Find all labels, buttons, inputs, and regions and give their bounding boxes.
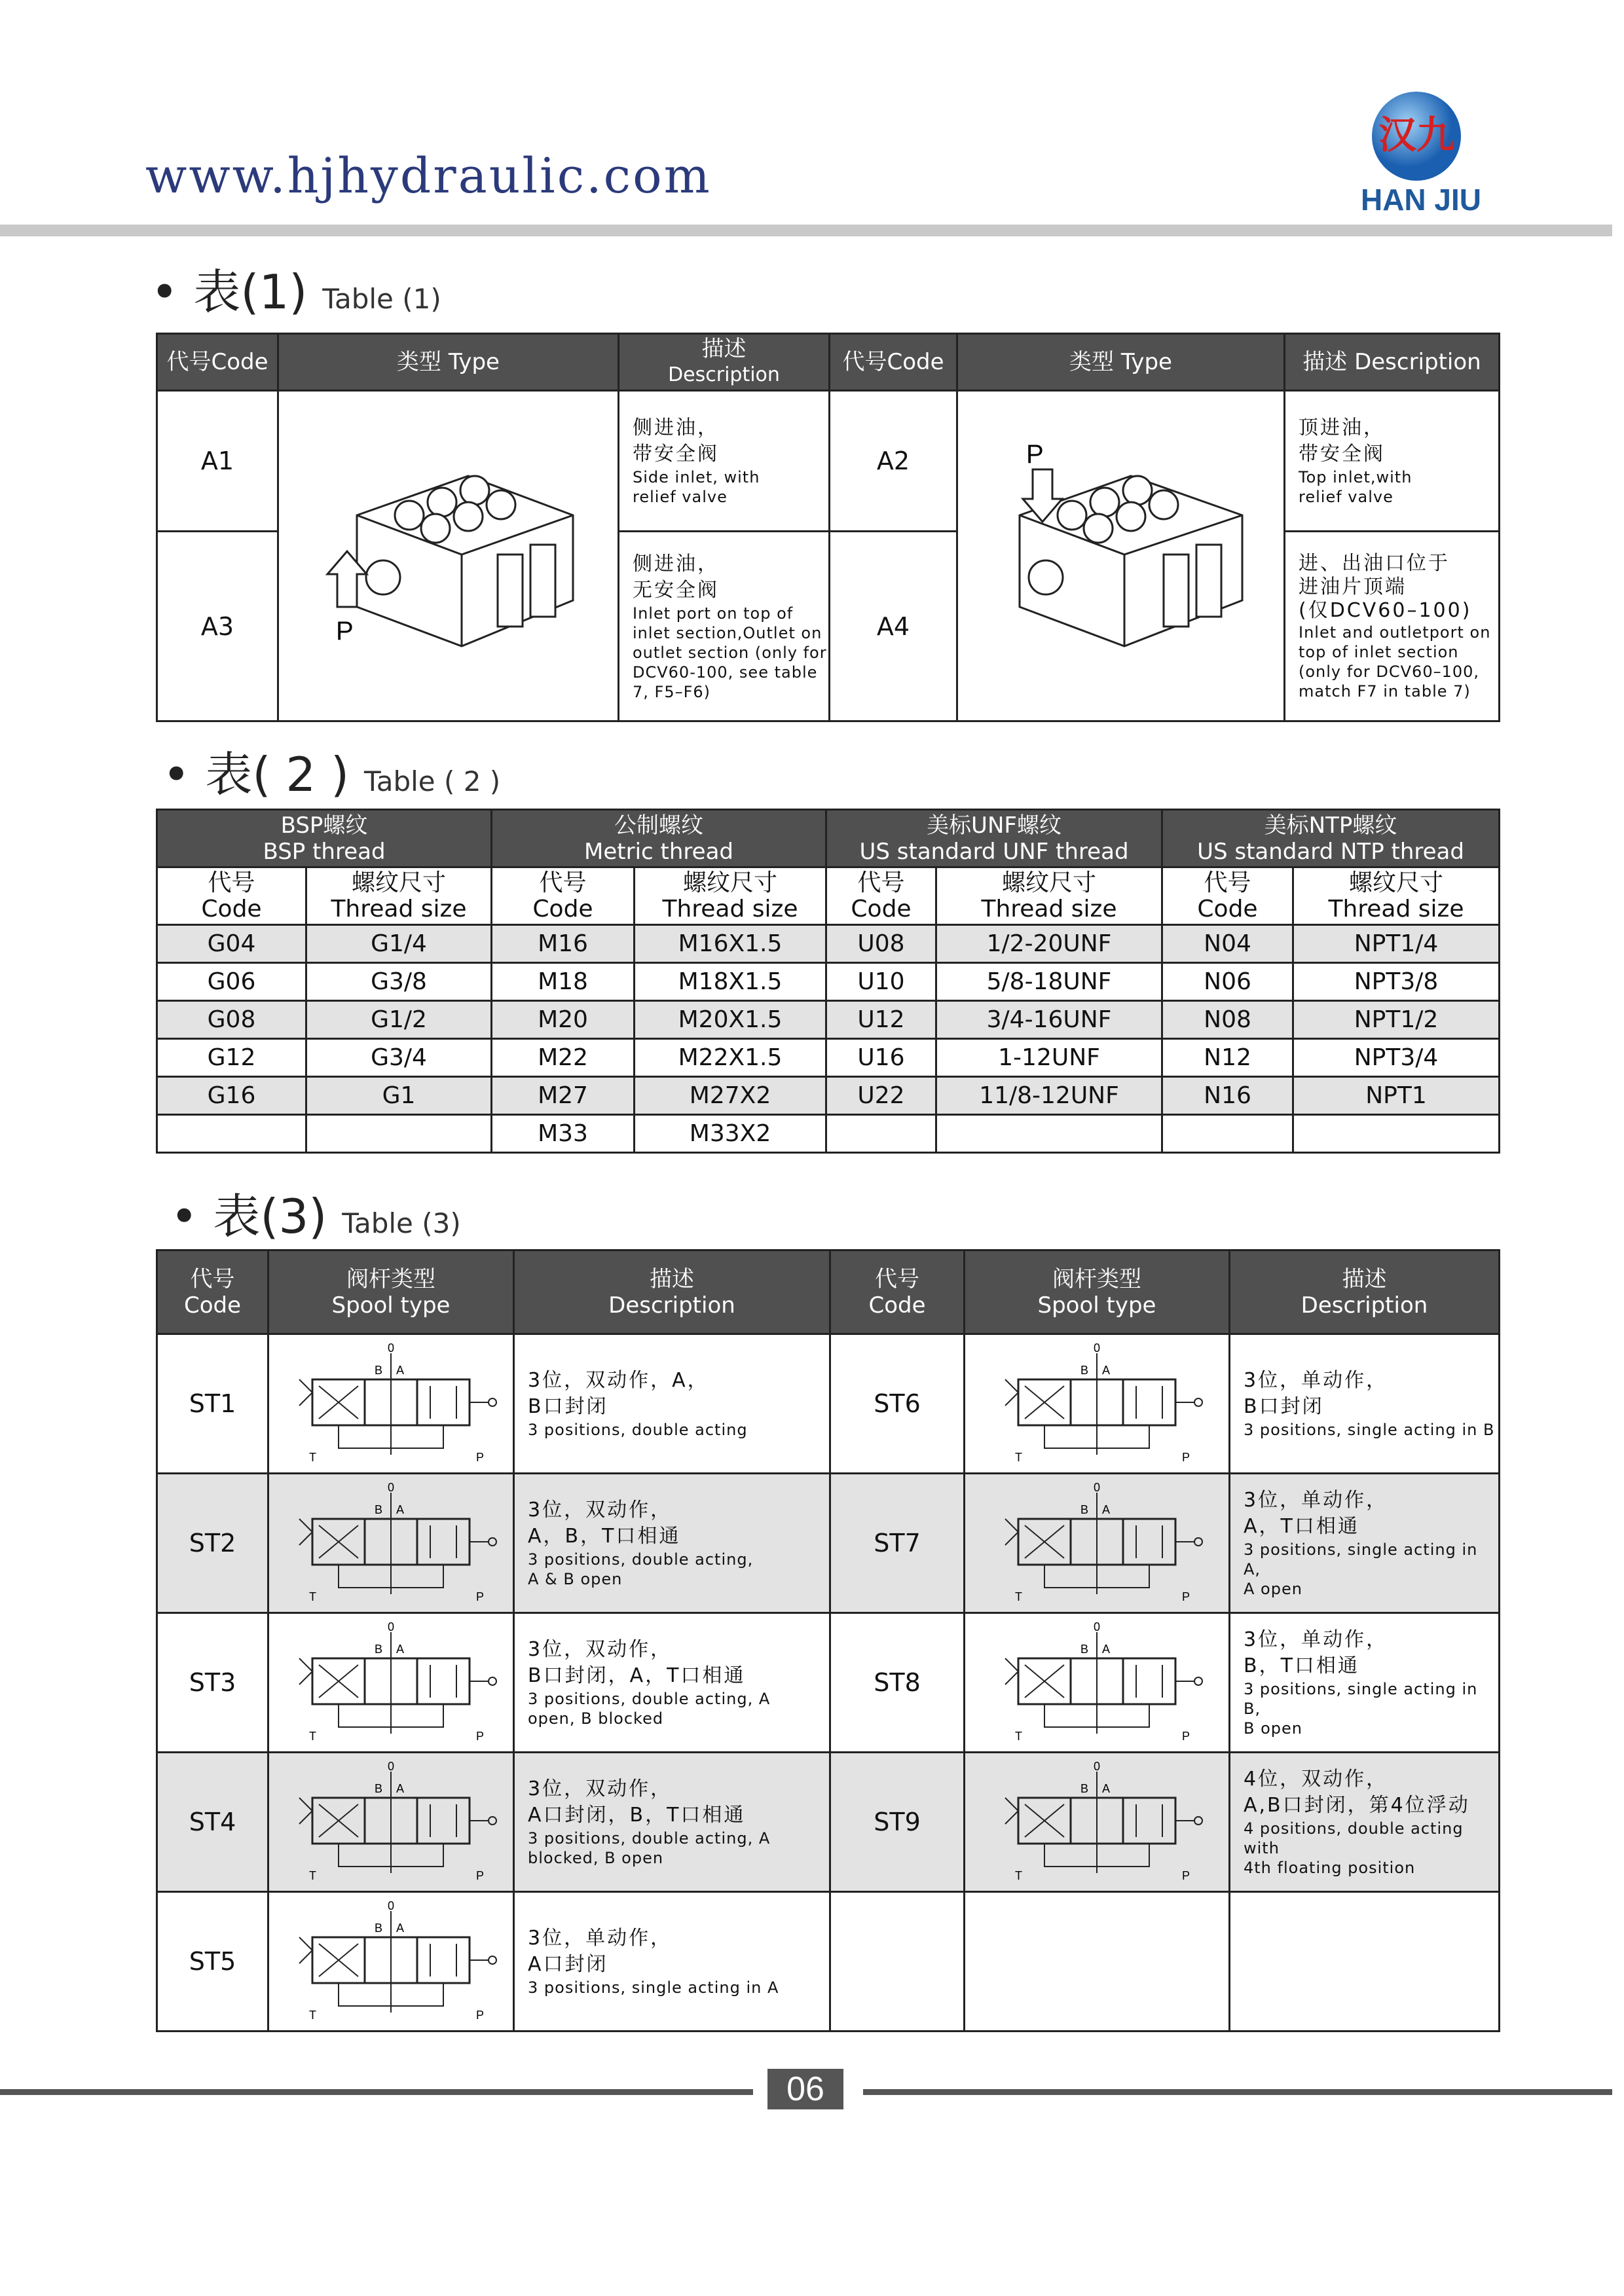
thread-cell: NPT3/8 bbox=[1293, 963, 1500, 1001]
code-a4: A4 bbox=[830, 532, 957, 721]
code-a1: A1 bbox=[157, 391, 278, 532]
table-row bbox=[157, 1077, 1500, 1115]
thread-cell: N04 bbox=[1162, 925, 1293, 963]
thread-cell: M22X1.5 bbox=[635, 1039, 826, 1077]
spool-symbol bbox=[280, 1898, 502, 2022]
thread-cell: N08 bbox=[1162, 1001, 1293, 1039]
spool-symbol bbox=[986, 1480, 1208, 1604]
thread-cell bbox=[306, 1115, 492, 1153]
section-title-2: • 表( 2 ) Table ( 2 ) bbox=[162, 747, 501, 802]
thread-cell bbox=[826, 1115, 936, 1153]
svg-text:T: T bbox=[309, 1869, 316, 1882]
t3-header: 描述 Description bbox=[514, 1250, 830, 1334]
spool-code: ST4 bbox=[157, 1753, 268, 1892]
thread-cell: G1 bbox=[306, 1077, 492, 1115]
t2-subheader: 螺纹尺寸 Thread size bbox=[1293, 867, 1500, 925]
table-row bbox=[157, 1001, 1500, 1039]
thread-cell: M18 bbox=[492, 963, 635, 1001]
header-divider bbox=[0, 225, 1612, 236]
svg-text:P: P bbox=[1025, 440, 1044, 469]
valve-image-side-inlet bbox=[278, 391, 619, 721]
brand-name: HAN JIU bbox=[1360, 183, 1482, 217]
t3-header: 代号 Code bbox=[157, 1250, 268, 1334]
thread-cell: 3/4-16UNF bbox=[936, 1001, 1162, 1039]
table-row bbox=[157, 1892, 1500, 2032]
table-row bbox=[157, 1613, 1500, 1753]
thread-cell: U16 bbox=[826, 1039, 936, 1077]
thread-cell: M33 bbox=[492, 1115, 635, 1153]
svg-text:A: A bbox=[396, 1782, 405, 1795]
col-desc-2: 描述 Description bbox=[1285, 334, 1500, 391]
col-type-2: 类型 Type bbox=[957, 334, 1285, 391]
spool-desc: 3位，单动作， B，T口相通 3 positions, single acting in B, B open bbox=[1230, 1613, 1500, 1753]
table-row bbox=[157, 1115, 1500, 1153]
thread-cell: N12 bbox=[1162, 1039, 1293, 1077]
svg-text:A: A bbox=[1102, 1643, 1111, 1656]
table-3 bbox=[156, 1249, 1500, 2032]
spool-code bbox=[830, 1892, 965, 2032]
desc-a3: 侧进油， 无安全阀 Inlet port on top of inlet section,Outlet on outlet section (only for DCV60-100, see table 7, F5–F6) bbox=[619, 532, 830, 721]
t2-subheader: 螺纹尺寸 Thread size bbox=[936, 867, 1162, 925]
svg-text:0: 0 bbox=[1094, 1341, 1101, 1355]
svg-text:P: P bbox=[476, 1869, 485, 1882]
spool-symbol bbox=[280, 1480, 502, 1604]
thread-cell: M22 bbox=[492, 1039, 635, 1077]
table-2 bbox=[156, 809, 1500, 1154]
svg-text:B: B bbox=[1080, 1364, 1089, 1377]
spool-symbol-cell bbox=[268, 1753, 514, 1892]
spool-code: ST3 bbox=[157, 1613, 268, 1753]
spool-code: ST7 bbox=[830, 1474, 965, 1613]
spool-symbol bbox=[986, 1619, 1208, 1743]
svg-text:A: A bbox=[396, 1503, 405, 1516]
page-number: 06 bbox=[767, 2069, 843, 2109]
svg-text:B: B bbox=[1080, 1782, 1089, 1795]
col-type: 类型 Type bbox=[278, 334, 619, 391]
svg-text:T: T bbox=[1015, 1590, 1022, 1603]
svg-text:P: P bbox=[476, 2009, 485, 2022]
svg-text:B: B bbox=[1080, 1503, 1089, 1516]
svg-text:汉九: 汉九 bbox=[1378, 113, 1455, 157]
table-row bbox=[157, 963, 1500, 1001]
section-title-3: • 表(3) Table (3) bbox=[170, 1189, 461, 1244]
svg-text:T: T bbox=[1015, 1451, 1022, 1464]
spool-symbol bbox=[986, 1758, 1208, 1883]
thread-cell: NPT1 bbox=[1293, 1077, 1500, 1115]
desc-a1: 侧进油， 带安全阀 Side inlet, with relief valve bbox=[619, 391, 830, 532]
section-title-1: • 表(1) Table (1) bbox=[151, 264, 441, 319]
svg-text:B: B bbox=[375, 1364, 383, 1377]
spool-symbol-cell bbox=[965, 1474, 1230, 1613]
spool-code: ST5 bbox=[157, 1892, 268, 2032]
t2-group-0: BSP螺纹 BSP thread bbox=[157, 810, 492, 867]
code-a3: A3 bbox=[157, 532, 278, 721]
thread-cell bbox=[1162, 1115, 1293, 1153]
spool-symbol-cell bbox=[268, 1474, 514, 1613]
t2-group-1: 公制螺纹 Metric thread bbox=[492, 810, 826, 867]
thread-cell: G3/4 bbox=[306, 1039, 492, 1077]
thread-cell: NPT1/4 bbox=[1293, 925, 1500, 963]
spool-code: ST8 bbox=[830, 1613, 965, 1753]
t2-subheader: 代号 Code bbox=[157, 867, 306, 925]
col-code: 代号Code bbox=[157, 334, 278, 391]
t3-header: 代号 Code bbox=[830, 1250, 965, 1334]
t2-subheader: 代号 Code bbox=[826, 867, 936, 925]
spool-symbol-cell bbox=[268, 1334, 514, 1474]
footer-line-right bbox=[863, 2089, 1612, 2095]
table-1 bbox=[156, 333, 1500, 722]
svg-text:P: P bbox=[1182, 1869, 1190, 1882]
svg-text:0: 0 bbox=[388, 1760, 395, 1773]
svg-text:A: A bbox=[1102, 1503, 1111, 1516]
svg-text:0: 0 bbox=[1094, 1760, 1101, 1773]
thread-cell: 1-12UNF bbox=[936, 1039, 1162, 1077]
thread-cell: 5/8-18UNF bbox=[936, 963, 1162, 1001]
svg-text:0: 0 bbox=[388, 1899, 395, 1912]
svg-text:0: 0 bbox=[388, 1481, 395, 1494]
t2-group-2: 美标UNF螺纹 US standard UNF thread bbox=[826, 810, 1162, 867]
spool-code: ST1 bbox=[157, 1334, 268, 1474]
spool-code: ST9 bbox=[830, 1753, 965, 1892]
spool-symbol bbox=[986, 1340, 1208, 1465]
spool-desc: 3位，双动作， A口封闭，B，T口相通 3 positions, double acting, A blocked, B open bbox=[514, 1753, 830, 1892]
spool-symbol-cell bbox=[965, 1613, 1230, 1753]
t3-header: 描述 Description bbox=[1230, 1250, 1500, 1334]
t2-subheader: 代号 Code bbox=[1162, 867, 1293, 925]
svg-text:0: 0 bbox=[388, 1620, 395, 1633]
table-row bbox=[157, 1334, 1500, 1474]
thread-cell: G04 bbox=[157, 925, 306, 963]
svg-text:A: A bbox=[396, 1643, 405, 1656]
svg-text:T: T bbox=[1015, 1869, 1022, 1882]
svg-text:B: B bbox=[375, 1922, 383, 1935]
thread-cell: G06 bbox=[157, 963, 306, 1001]
thread-cell: G3/8 bbox=[306, 963, 492, 1001]
spool-desc: 4位，双动作， A,B口封闭，第4位浮动 4 positions, double acting with 4th floating position bbox=[1230, 1753, 1500, 1892]
thread-cell: M16 bbox=[492, 925, 635, 963]
table-row bbox=[157, 1039, 1500, 1077]
thread-cell bbox=[936, 1115, 1162, 1153]
svg-text:A: A bbox=[396, 1922, 405, 1935]
t3-header: 阀杆类型 Spool type bbox=[268, 1250, 514, 1334]
thread-cell: NPT3/4 bbox=[1293, 1039, 1500, 1077]
spool-symbol-cell bbox=[965, 1892, 1230, 2032]
thread-cell: NPT1/2 bbox=[1293, 1001, 1500, 1039]
thread-cell: U22 bbox=[826, 1077, 936, 1115]
thread-cell: 1/2-20UNF bbox=[936, 925, 1162, 963]
spool-symbol-cell bbox=[268, 1892, 514, 2032]
thread-cell bbox=[157, 1115, 306, 1153]
thread-cell bbox=[1293, 1115, 1500, 1153]
thread-cell: N16 bbox=[1162, 1077, 1293, 1115]
spool-desc: 3位，双动作， B口封闭，A，T口相通 3 positions, double acting, A open, B blocked bbox=[514, 1613, 830, 1753]
spool-symbol-cell bbox=[965, 1334, 1230, 1474]
thread-cell: U10 bbox=[826, 963, 936, 1001]
svg-text:B: B bbox=[375, 1782, 383, 1795]
svg-text:P: P bbox=[1182, 1451, 1190, 1464]
svg-text:T: T bbox=[309, 2009, 316, 2022]
footer-line-left bbox=[0, 2089, 753, 2095]
thread-cell: G16 bbox=[157, 1077, 306, 1115]
thread-cell: G12 bbox=[157, 1039, 306, 1077]
t2-subheader: 螺纹尺寸 Thread size bbox=[635, 867, 826, 925]
thread-cell: M33X2 bbox=[635, 1115, 826, 1153]
spool-desc: 3位，单动作， B口封闭 3 positions, single acting in B bbox=[1230, 1334, 1500, 1474]
svg-text:B: B bbox=[1080, 1643, 1089, 1656]
code-a2: A2 bbox=[830, 391, 957, 532]
spool-symbol-cell bbox=[268, 1613, 514, 1753]
svg-text:B: B bbox=[375, 1643, 383, 1656]
spool-symbol bbox=[280, 1758, 502, 1883]
spool-code: ST2 bbox=[157, 1474, 268, 1613]
svg-text:P: P bbox=[476, 1451, 485, 1464]
spool-symbol-cell bbox=[965, 1753, 1230, 1892]
t2-group-3: 美标NTP螺纹 US standard NTP thread bbox=[1162, 810, 1500, 867]
desc-a4: 进、出油口位于 进油片顶端 (仅DCV60–100) Inlet and outletport on top of inlet section (only for DCV60–100, match F7 in table 7) bbox=[1285, 532, 1500, 721]
thread-cell: M20 bbox=[492, 1001, 635, 1039]
desc-a2: 顶进油， 带安全阀 Top inlet,with relief valve bbox=[1285, 391, 1500, 532]
svg-text:0: 0 bbox=[1094, 1481, 1101, 1494]
website-url: www.hjhydraulic.com bbox=[145, 148, 712, 204]
thread-cell: M16X1.5 bbox=[635, 925, 826, 963]
spool-symbol bbox=[280, 1340, 502, 1465]
col-code-2: 代号Code bbox=[830, 334, 957, 391]
spool-symbol bbox=[280, 1619, 502, 1743]
spool-desc: 3位，双动作，A， B口封闭 3 positions, double acting bbox=[514, 1334, 830, 1474]
thread-cell: G1/4 bbox=[306, 925, 492, 963]
thread-cell: M27 bbox=[492, 1077, 635, 1115]
table-row bbox=[157, 925, 1500, 963]
thread-cell: U12 bbox=[826, 1001, 936, 1039]
thread-cell: U08 bbox=[826, 925, 936, 963]
spool-desc: 3位，双动作， A，B，T口相通 3 positions, double acting, A & B open bbox=[514, 1474, 830, 1613]
thread-cell: N06 bbox=[1162, 963, 1293, 1001]
col-desc: 描述 Description bbox=[619, 334, 830, 391]
svg-text:P: P bbox=[1182, 1590, 1190, 1603]
svg-text:T: T bbox=[1015, 1730, 1022, 1743]
thread-cell: M27X2 bbox=[635, 1077, 826, 1115]
svg-text:0: 0 bbox=[388, 1341, 395, 1355]
thread-cell: M20X1.5 bbox=[635, 1001, 826, 1039]
thread-cell: G08 bbox=[157, 1001, 306, 1039]
t2-subheader: 代号 Code bbox=[492, 867, 635, 925]
svg-text:A: A bbox=[1102, 1364, 1111, 1377]
spool-desc: 3位，单动作， A，T口相通 3 positions, single acting in A, A open bbox=[1230, 1474, 1500, 1613]
spool-desc: 3位，单动作， A口封闭 3 positions, single acting in A bbox=[514, 1892, 830, 2032]
spool-code: ST6 bbox=[830, 1334, 965, 1474]
svg-text:T: T bbox=[309, 1590, 316, 1603]
t3-header: 阀杆类型 Spool type bbox=[965, 1250, 1230, 1334]
svg-text:P: P bbox=[476, 1730, 485, 1743]
svg-text:T: T bbox=[309, 1730, 316, 1743]
table-row bbox=[157, 1753, 1500, 1892]
thread-cell: 11/8-12UNF bbox=[936, 1077, 1162, 1115]
svg-text:T: T bbox=[309, 1451, 316, 1464]
thread-cell: G1/2 bbox=[306, 1001, 492, 1039]
table-row bbox=[157, 1474, 1500, 1613]
valve-illustration bbox=[311, 437, 586, 672]
valve-image-top-inlet bbox=[957, 391, 1285, 721]
svg-text:0: 0 bbox=[1094, 1620, 1101, 1633]
t2-subheader: 螺纹尺寸 Thread size bbox=[306, 867, 492, 925]
svg-text:P: P bbox=[1182, 1730, 1190, 1743]
svg-text:B: B bbox=[375, 1503, 383, 1516]
svg-text:P: P bbox=[335, 617, 354, 646]
svg-text:A: A bbox=[396, 1364, 405, 1377]
valve-illustration-2 bbox=[980, 437, 1262, 672]
svg-text:A: A bbox=[1102, 1782, 1111, 1795]
svg-text:P: P bbox=[476, 1590, 485, 1603]
spool-desc bbox=[1230, 1892, 1500, 2032]
thread-cell: M18X1.5 bbox=[635, 963, 826, 1001]
